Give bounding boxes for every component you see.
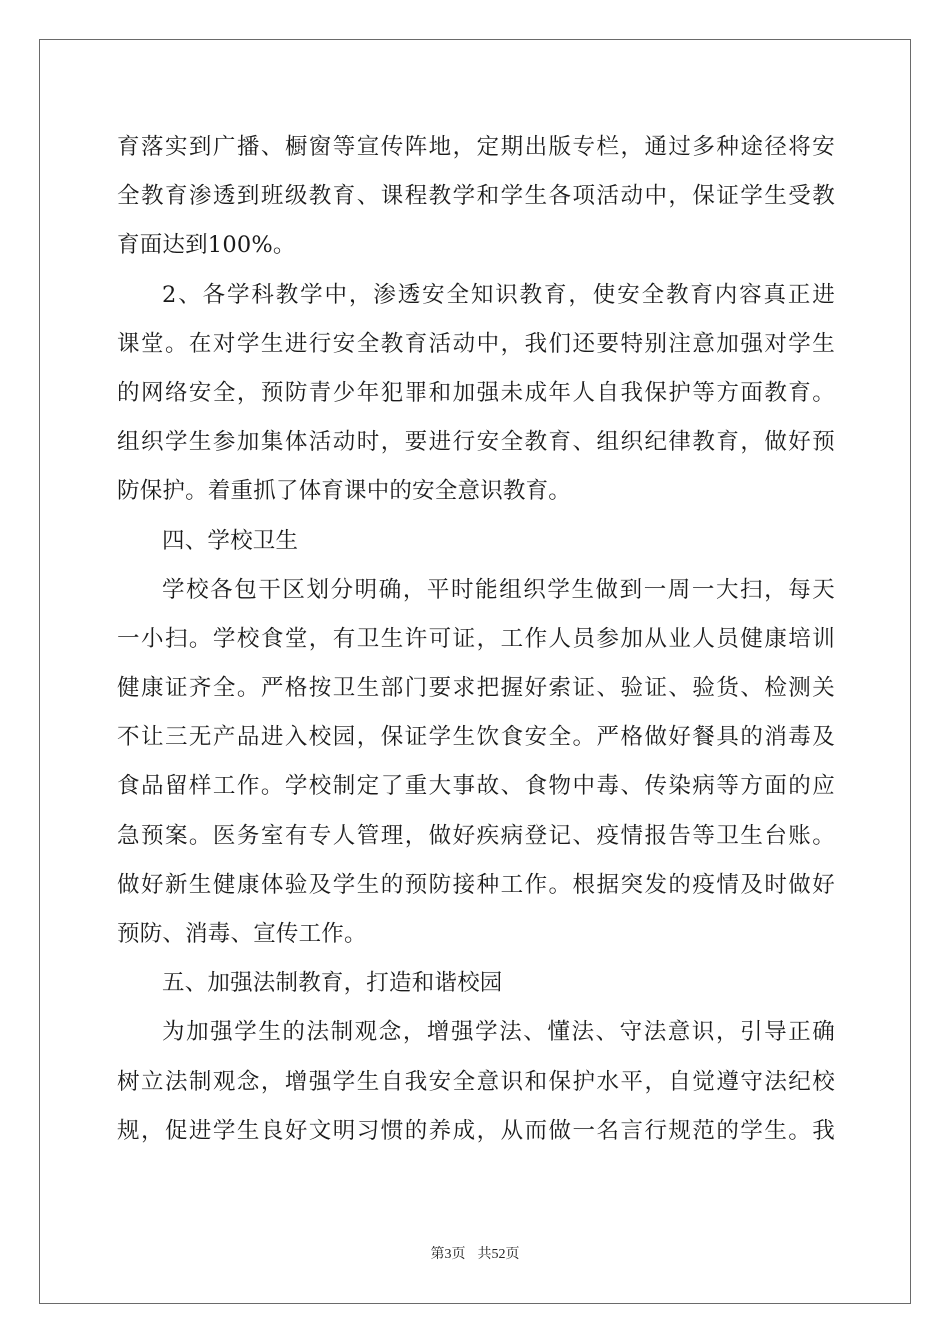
- text-line: 做好新生健康体验及学生的预防接种工作。根据突发的疫情及时做好: [117, 871, 835, 898]
- text-line: 树立法制观念，增强学生自我安全意识和保护水平，自觉遵守法纪校: [117, 1068, 835, 1095]
- text-line: 组织学生参加集体活动时，要进行安全教育、组织纪律教育，做好预: [117, 429, 835, 456]
- text-line: 学校各包干区划分明确，平时能组织学生做到一周一大扫，每天: [162, 576, 835, 603]
- text-line: 急预案。医务室有专人管理，做好疾病登记、疫情报告等卫生台账。: [117, 822, 835, 849]
- text-line: 防保护。着重抓了体育课中的安全意识教育。: [117, 478, 572, 505]
- text-line: 的网络安全，预防青少年犯罪和加强未成年人自我保护等方面教育。: [117, 379, 835, 406]
- text-line: 一小扫。学校食堂，有卫生许可证，工作人员参加从业人员健康培训: [117, 625, 835, 652]
- text-line: 不让三无产品进入校园，保证学生饮食安全。严格做好餐具的消毒及: [117, 724, 835, 751]
- text-line: 2、各学科教学中，渗透安全知识教育，使安全教育内容真正进: [162, 281, 835, 308]
- text-line: 四、学校卫生: [162, 527, 299, 554]
- text-line: 预防、消毒、宣传工作。: [117, 921, 367, 947]
- text-line: 规，促进学生良好文明习惯的养成，从而做一名言行规范的学生。我: [117, 1117, 835, 1144]
- text-line: 健康证齐全。严格按卫生部门要求把握好索证、验证、验货、检测关: [117, 675, 835, 702]
- text-line: 为加强学生的法制观念，增强学法、懂法、守法意识，引导正确: [162, 1019, 835, 1046]
- text-line: 全教育渗透到班级教育、课程教学和学生各项活动中，保证学生受教: [117, 183, 835, 210]
- page-footer: [0, 1246, 950, 1264]
- text-line: 育落实到广播、橱窗等宣传阵地，定期出版专栏，通过多种途径将安: [117, 134, 835, 160]
- text-line: 课堂。在对学生进行安全教育活动中，我们还要特别注意加强对学生: [117, 330, 835, 357]
- document-body: [117, 123, 835, 1156]
- text-line: 五、加强法制教育，打造和谐校园: [162, 970, 503, 997]
- page-number: 第3页: [430, 1247, 466, 1262]
- text-line: 食品留样工作。学校制定了重大事故、食物中毒、传染病等方面的应: [117, 773, 835, 800]
- page-total: 共52页: [477, 1247, 520, 1262]
- text-line: 育面达到100%。: [117, 232, 296, 259]
